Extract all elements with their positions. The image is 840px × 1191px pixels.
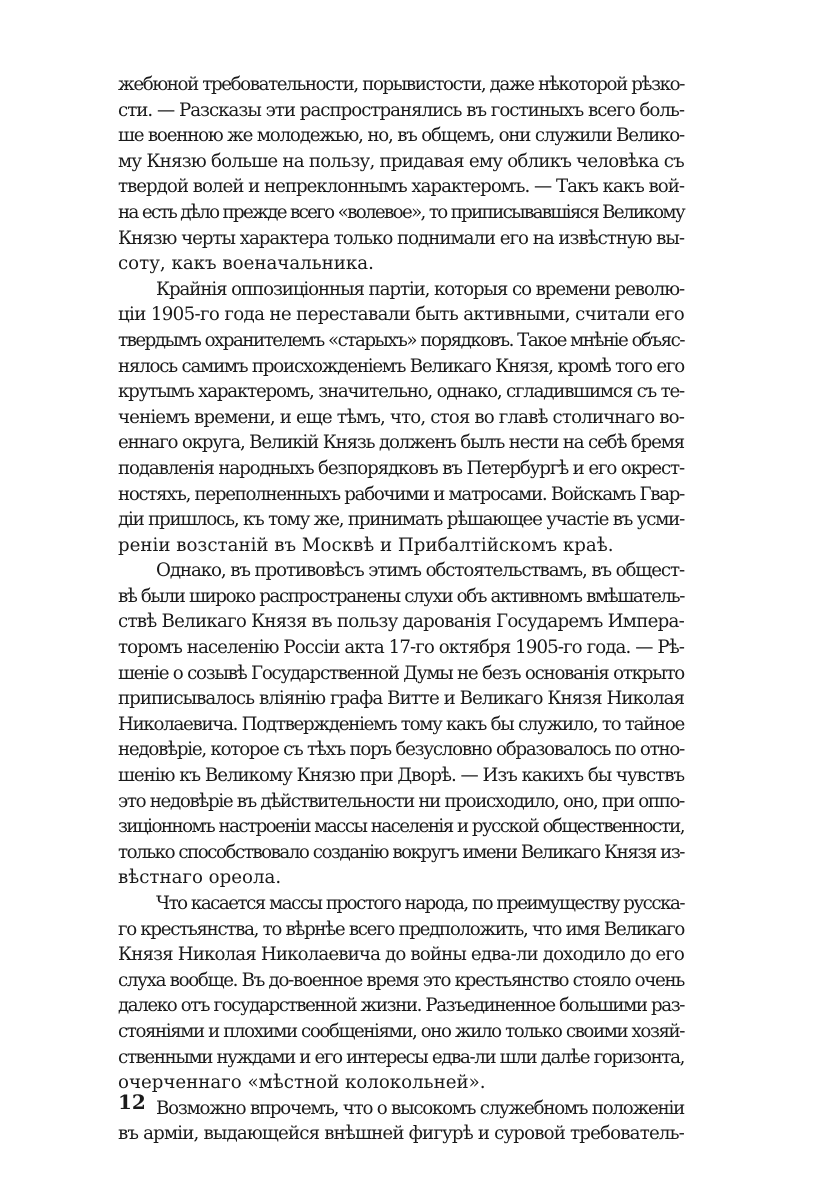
text-line: далеко отъ государственной жизни. Разъединенное большими раз- — [118, 995, 684, 1017]
text-line: Крайнія оппозиціонныя партіи, которыя со времени револю- — [156, 278, 685, 300]
text-line: ствѣ Великаго Князя въ пользу дарованія Государемъ Импера- — [118, 611, 684, 633]
text-line: приписывалось вліянію графа Витте и Великаго Князя Николая — [118, 688, 685, 710]
paragraph — [118, 558, 684, 891]
text-line: діи пришлось, къ тому же, принимать рѣшающее участіе въ усми- — [118, 509, 685, 531]
text-line: крутымъ характеромъ, значительно, однако, сгладившимся съ те- — [118, 381, 684, 403]
page-number: 12 — [118, 1090, 146, 1114]
text-line: подавленія народныхъ безпорядковъ въ Петербургѣ и его окрест- — [118, 457, 685, 479]
text-line: еннаго округа, Великій Князь долженъ былъ нести на себѣ бремя — [118, 432, 684, 454]
text-line: му Князю больше на пользу, придавая ему обликъ человѣка съ — [118, 150, 684, 172]
text-line: это недовѣріе въ дѣйствительности ни происходило, оно, при оппо- — [118, 790, 684, 812]
text-line: въ арміи, выдающейся внѣшней фигурѣ и суровой требователь- — [118, 1123, 685, 1145]
paragraph — [118, 891, 684, 1096]
text-line: очерченнаго «мѣстной колокольней». — [118, 1072, 486, 1094]
text-line: ціи 1905-го года не переставали быть активными, считали его — [118, 304, 684, 326]
text-line: зиціонномъ настроеніи массы населенія и русской общественности, — [118, 816, 684, 838]
text-line: Князю черты характера только поднимали его на извѣстную вы- — [118, 227, 684, 249]
text-line: ченіемъ времени, и еще тѣмъ, что, стоя во главѣ столичнаго во- — [118, 406, 684, 428]
body-text — [118, 72, 684, 1147]
text-line: на есть дѣло прежде всего «волевое», то приписывавшіяся Великому — [118, 201, 684, 223]
text-line: Однако, въ противовѣсъ этимъ обстоятельствамъ, въ общест- — [156, 560, 684, 582]
text-line: стояніями и плохими сообщеніями, оно жило только своими хозяй- — [118, 1020, 684, 1042]
text-line: реніи возстаній въ Москвѣ и Прибалтійскомъ краѣ. — [118, 534, 614, 556]
text-line: Князя Николая Николаевича до войны едва-ли доходило до его — [118, 944, 685, 966]
text-line: ностяхъ, переполненныхъ рабочими и матросами. Войскамъ Гвар- — [118, 483, 684, 505]
text-line: только способствовало созданію вокругъ имени Великаго Князя из- — [118, 841, 684, 863]
text-line: вѣстнаго ореола. — [118, 867, 282, 889]
text-line: ше военною же молодежью, но, въ общемъ, они служили Велико- — [118, 125, 685, 147]
text-line: нялось самимъ происхожденіемъ Великаго Князя, кромѣ того его — [118, 355, 684, 377]
text-line: торомъ населенію Россіи акта 17-го октября 1905-го года. — Рѣ- — [118, 637, 684, 659]
paragraph — [118, 1096, 684, 1147]
text-line: жебюной требовательности, порывистости, даже нѣкоторой рѣзко- — [118, 74, 684, 95]
text-line: Николаевича. Подтвержденіемъ тому какъ бы служило, то тайное — [118, 713, 684, 735]
text-line: го крестьянства, то вѣрнѣе всего предположить, что имя Великаго — [118, 918, 685, 940]
text-line: слуха вообще. Въ до-военное время это крестьянство стояло очень — [118, 969, 685, 991]
text-line: Возможно впрочемъ, что о высокомъ служебномъ положеніи — [156, 1097, 684, 1119]
text-line: шеніе о созывѣ Государственной Думы не безъ основанія открыто — [118, 662, 685, 684]
text-line: соту, какъ военачальника. — [118, 253, 374, 275]
text-line: недовѣріе, которое съ тѣхъ поръ безусловно образовалось по отно- — [118, 739, 684, 761]
text-line: шенію къ Великому Князю при Дворѣ. — Изъ какихъ бы чувствъ — [118, 765, 685, 787]
text-line: ственными нуждами и его интересы едва-ли шли далѣе горизонта, — [118, 1046, 685, 1068]
text-line: Что касается массы простого народа, по преимуществу русска- — [156, 893, 684, 914]
text-line: твердой волей и непреклоннымъ характеромъ. — Такъ какъ вой- — [118, 176, 684, 198]
text-line: вѣ были широко распространены слухи объ активномъ вмѣшатель- — [118, 585, 684, 607]
paragraph — [118, 72, 684, 277]
text-line: сти. — Разсказы эти распространялись въ гостиныхъ всего боль- — [118, 99, 684, 121]
text-line: твердымъ охранителемъ «старыхъ» порядковъ. Такое мнѣніе объяс- — [118, 329, 684, 351]
paragraph — [118, 277, 684, 559]
